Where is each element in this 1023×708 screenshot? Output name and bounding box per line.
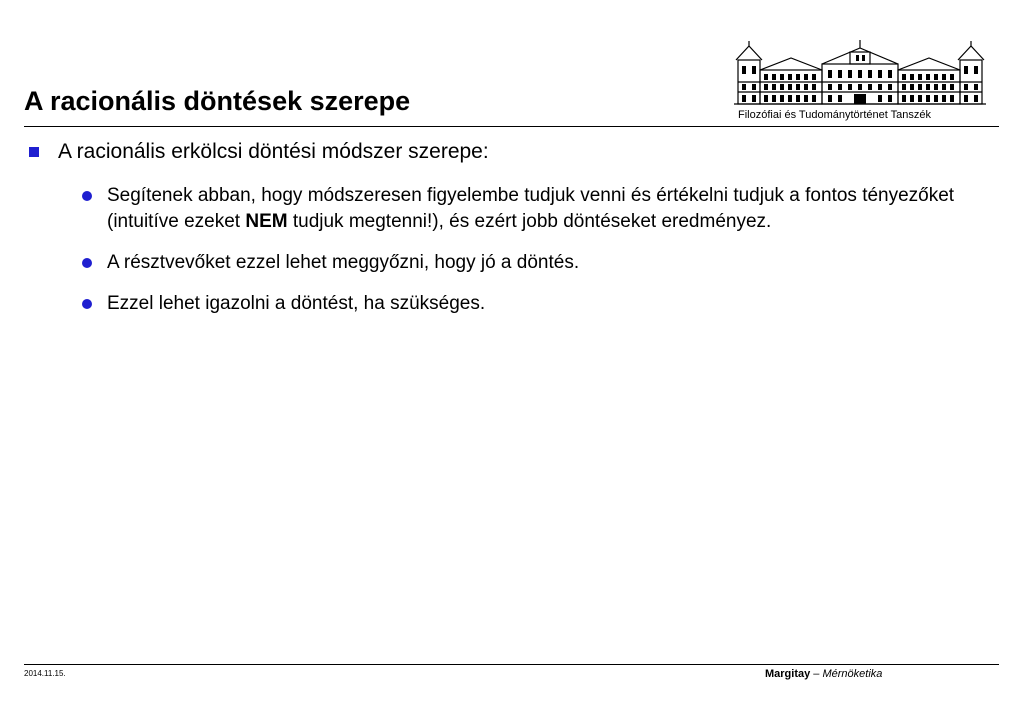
sub-bullet-text: A résztvevőket ezzel lehet meggyőzni, hogy jó a döntés. xyxy=(107,252,580,273)
footer-author: Margitay xyxy=(765,668,811,680)
list-item xyxy=(80,250,1000,276)
sub-bullet-text: Segítenek abban, hogy módszeresen figyelembe tudjuk venni és értékelni tudjuk a fontos tényezőket (intuitíve ezeket NEM tudjuk megtenni!), és ezért jobb döntéseket eredményez. xyxy=(107,185,955,232)
square-bullet-icon xyxy=(29,147,39,157)
round-bullet-icon xyxy=(82,299,92,309)
round-bullet-icon xyxy=(82,191,92,201)
department-name: Filozófiai és Tudománytörténet Tanszék xyxy=(738,109,932,121)
footer-credit xyxy=(765,668,882,680)
footer-date: 2014.11.15. xyxy=(24,669,66,678)
footer-divider xyxy=(24,664,999,665)
round-bullet-icon xyxy=(82,258,92,268)
sub-bullet-text: Ezzel lehet igazolni a döntést, ha szükséges. xyxy=(107,293,486,314)
footer-course: Mérnöketika xyxy=(822,668,883,680)
main-bullet-text: A racionális erkölcsi döntési módszer szerepe: xyxy=(58,140,489,163)
list-item xyxy=(80,183,1000,235)
sub-bullet-list xyxy=(80,183,1000,317)
list-item xyxy=(80,291,1000,317)
emphasis-text: NEM xyxy=(245,211,288,232)
footer-separator: – xyxy=(810,668,823,680)
header-divider xyxy=(24,126,999,127)
university-building-icon xyxy=(734,40,986,106)
slide-title: A racionális döntések szerepe xyxy=(24,86,411,116)
